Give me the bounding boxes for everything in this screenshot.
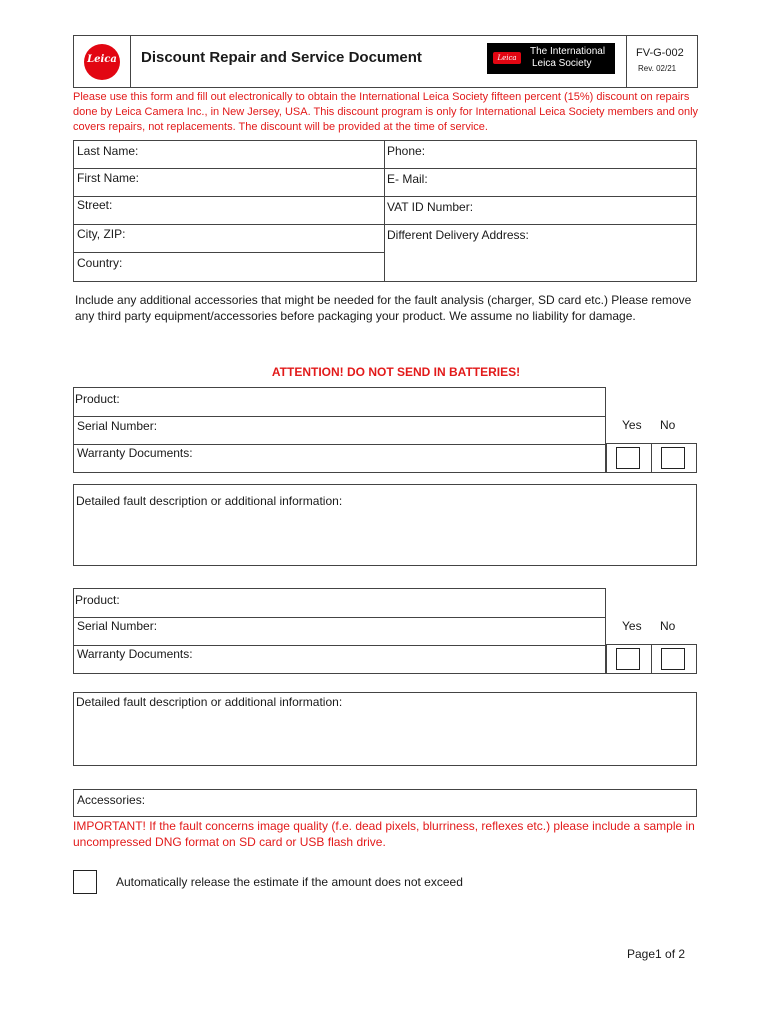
warranty-yes-label: Yes xyxy=(622,619,642,633)
warranty-no-label: No xyxy=(660,619,676,633)
warranty-yes-label: Yes xyxy=(622,418,642,432)
email-field[interactable]: E- Mail: xyxy=(387,172,428,186)
street-field[interactable]: Street: xyxy=(77,198,113,212)
city-zip-field[interactable]: City, ZIP: xyxy=(77,227,126,241)
serial-number-field[interactable]: Serial Number: xyxy=(77,619,158,633)
grid-divider xyxy=(74,252,384,253)
auto-release-checkbox[interactable] xyxy=(73,870,97,894)
warranty-yes-checkbox[interactable] xyxy=(616,648,640,670)
grid-divider xyxy=(384,141,385,281)
vat-id-field[interactable]: VAT ID Number: xyxy=(387,200,474,214)
society-badge: Leica xyxy=(493,52,521,64)
auto-release-label: Automatically release the estimate if the amount does not exceed xyxy=(116,875,463,889)
product-field[interactable]: Product: xyxy=(75,593,120,607)
society-name: The International Leica Society xyxy=(530,46,606,69)
battery-warning: ATTENTION! DO NOT SEND IN BATTERIES! xyxy=(271,365,521,379)
phone-field[interactable]: Phone: xyxy=(387,144,426,158)
accessories-label: Accessories: xyxy=(77,793,146,807)
product-divider xyxy=(74,617,605,618)
first-name-field[interactable]: First Name: xyxy=(77,171,140,185)
checkbox-divider xyxy=(651,444,652,472)
society-logo xyxy=(487,43,615,74)
warranty-no-label: No xyxy=(660,418,676,432)
warranty-no-checkbox[interactable] xyxy=(661,447,685,469)
warranty-yes-checkbox[interactable] xyxy=(616,447,640,469)
delivery-address-field[interactable]: Different Delivery Address: xyxy=(387,228,529,242)
country-field[interactable]: Country: xyxy=(77,256,123,270)
leica-logo xyxy=(84,44,120,80)
image-quality-note: IMPORTANT! If the fault concerns image quality (f.e. dead pixels, blurriness, reflexes etc.) please include a sample in uncompressed DNG format on SD card or USB flash drive. xyxy=(73,819,695,849)
product-field[interactable]: Product: xyxy=(75,392,120,406)
page-number: Page1 of 2 xyxy=(627,947,686,961)
product-divider xyxy=(74,645,605,646)
accessories-field[interactable] xyxy=(73,789,697,817)
intro-text: Please use this form and fill out electronically to obtain the International Leica Society fifteen percent (15%) discount on repairs done by Leica Camera Inc., in New Jersey, USA. This discount program is only for International Leica Society members and only covers repairs, not replacements. The discount will be provided at the time of service. xyxy=(73,91,699,133)
form-code: FV-G-002 xyxy=(636,47,684,59)
warranty-no-checkbox[interactable] xyxy=(661,648,685,670)
fault-description-label: Detailed fault description or additional information: xyxy=(76,695,343,709)
checkbox-divider xyxy=(651,645,652,673)
grid-divider xyxy=(74,196,696,197)
last-name-field[interactable]: Last Name: xyxy=(77,144,139,158)
leica-logo-text: Leica xyxy=(87,54,117,65)
warranty-documents-field: Warranty Documents: xyxy=(77,446,193,460)
grid-divider xyxy=(74,224,696,225)
serial-number-field[interactable]: Serial Number: xyxy=(77,419,158,433)
header-divider xyxy=(130,36,131,87)
product-divider xyxy=(74,416,605,417)
document-title: Discount Repair and Service Document xyxy=(141,49,422,66)
contact-grid xyxy=(73,140,697,282)
accessories-note: Include any additional accessories that might be needed for the fault analysis (charger, SD card etc.) Please remove any third party equipment/accessories before packaging your product. We assume no liability for damage. xyxy=(75,293,692,323)
fault-description-label: Detailed fault description or additional information: xyxy=(76,494,343,508)
grid-divider xyxy=(74,168,696,169)
header-divider xyxy=(626,36,627,87)
warranty-documents-field: Warranty Documents: xyxy=(77,647,193,661)
product-divider xyxy=(74,444,605,445)
form-revision: Rev. 02/21 xyxy=(638,64,677,73)
